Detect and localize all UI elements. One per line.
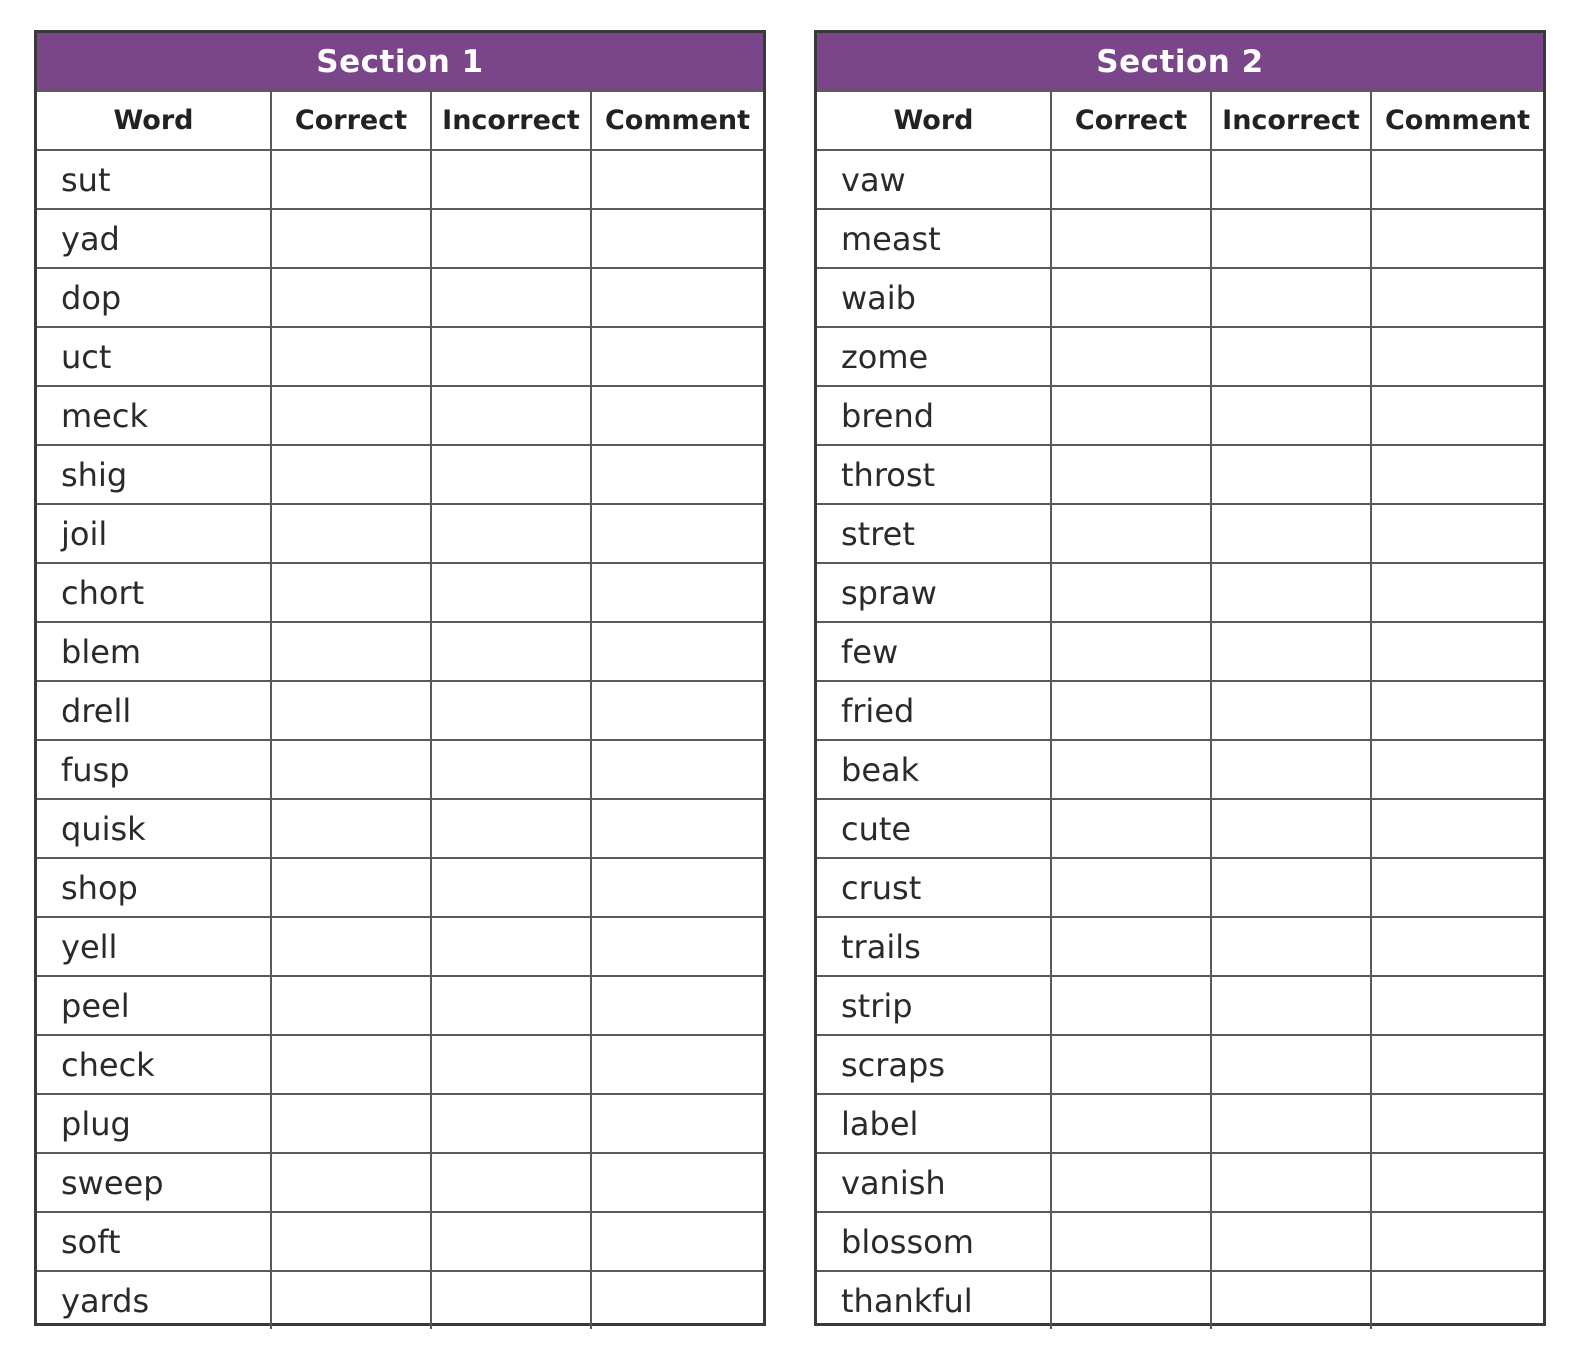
table-row	[37, 917, 763, 976]
word-cell: sweep	[37, 1153, 271, 1212]
correct-cell[interactable]	[1051, 858, 1211, 917]
comment-cell[interactable]	[591, 445, 763, 504]
correct-cell[interactable]	[1051, 1035, 1211, 1094]
table-row	[817, 740, 1543, 799]
table-row	[37, 504, 763, 563]
table-row	[817, 1035, 1543, 1094]
word-cell: meck	[37, 386, 271, 445]
incorrect-cell[interactable]	[431, 504, 591, 563]
incorrect-cell[interactable]	[431, 1035, 591, 1094]
correct-cell[interactable]	[1051, 1153, 1211, 1212]
comment-cell[interactable]	[1371, 1271, 1543, 1329]
correct-cell[interactable]	[1051, 563, 1211, 622]
correct-cell[interactable]	[271, 799, 431, 858]
table-row	[37, 268, 763, 327]
incorrect-cell[interactable]	[1211, 622, 1371, 681]
correct-cell[interactable]	[271, 445, 431, 504]
comment-cell[interactable]	[1371, 799, 1543, 858]
incorrect-cell[interactable]	[431, 1212, 591, 1271]
correct-cell[interactable]	[1051, 799, 1211, 858]
section-2-table	[817, 33, 1543, 1329]
table-row	[37, 386, 763, 445]
comment-cell[interactable]	[1371, 1153, 1543, 1212]
comment-cell[interactable]	[591, 917, 763, 976]
incorrect-cell[interactable]	[431, 681, 591, 740]
table-row	[817, 1094, 1543, 1153]
table-row	[37, 563, 763, 622]
comment-cell[interactable]	[1371, 504, 1543, 563]
correct-cell[interactable]	[1051, 1094, 1211, 1153]
column-header-correct: Correct	[1051, 91, 1211, 150]
comment-cell[interactable]	[1371, 268, 1543, 327]
comment-cell[interactable]	[1371, 563, 1543, 622]
correct-cell[interactable]	[1051, 622, 1211, 681]
incorrect-cell[interactable]	[1211, 1271, 1371, 1329]
section-2-rows	[817, 150, 1543, 1329]
word-cell: zome	[817, 327, 1051, 386]
column-header-word: Word	[817, 91, 1051, 150]
table-row	[817, 681, 1543, 740]
comment-cell[interactable]	[1371, 1035, 1543, 1094]
correct-cell[interactable]	[271, 1271, 431, 1329]
column-header-incorrect: Incorrect	[431, 91, 591, 150]
incorrect-cell[interactable]	[1211, 681, 1371, 740]
word-cell: crust	[817, 858, 1051, 917]
incorrect-cell[interactable]	[1211, 504, 1371, 563]
correct-cell[interactable]	[1051, 740, 1211, 799]
comment-cell[interactable]	[591, 858, 763, 917]
comment-cell[interactable]	[591, 681, 763, 740]
comment-cell[interactable]	[591, 563, 763, 622]
word-cell: uct	[37, 327, 271, 386]
word-cell: dop	[37, 268, 271, 327]
table-row	[817, 622, 1543, 681]
table-row	[817, 563, 1543, 622]
comment-cell[interactable]	[591, 1153, 763, 1212]
table-row	[37, 327, 763, 386]
incorrect-cell[interactable]	[431, 917, 591, 976]
table-row	[37, 622, 763, 681]
incorrect-cell[interactable]	[431, 858, 591, 917]
comment-cell[interactable]	[1371, 622, 1543, 681]
incorrect-cell[interactable]	[431, 1271, 591, 1329]
incorrect-cell[interactable]	[431, 268, 591, 327]
comment-cell[interactable]	[1371, 209, 1543, 268]
word-cell: sut	[37, 150, 271, 209]
incorrect-cell[interactable]	[431, 327, 591, 386]
word-cell: cute	[817, 799, 1051, 858]
incorrect-cell[interactable]	[1211, 150, 1371, 209]
section-1-table-wrapper	[34, 30, 766, 1326]
incorrect-cell[interactable]	[1211, 1153, 1371, 1212]
word-cell: blossom	[817, 1212, 1051, 1271]
correct-cell[interactable]	[271, 209, 431, 268]
correct-cell[interactable]	[271, 622, 431, 681]
table-row	[817, 976, 1543, 1035]
word-cell: quisk	[37, 799, 271, 858]
word-cell: blem	[37, 622, 271, 681]
comment-cell[interactable]	[1371, 858, 1543, 917]
correct-cell[interactable]	[271, 917, 431, 976]
table-row	[37, 681, 763, 740]
incorrect-cell[interactable]	[1211, 386, 1371, 445]
table-row	[817, 504, 1543, 563]
incorrect-cell[interactable]	[431, 1153, 591, 1212]
word-cell: soft	[37, 1212, 271, 1271]
correct-cell[interactable]	[271, 1212, 431, 1271]
correct-cell[interactable]	[271, 858, 431, 917]
incorrect-cell[interactable]	[1211, 1035, 1371, 1094]
table-row	[817, 150, 1543, 209]
correct-cell[interactable]	[271, 386, 431, 445]
section-2-title: Section 2	[817, 33, 1543, 91]
incorrect-cell[interactable]	[431, 209, 591, 268]
comment-cell[interactable]	[1371, 917, 1543, 976]
word-cell: yad	[37, 209, 271, 268]
correct-cell[interactable]	[1051, 504, 1211, 563]
word-cell: few	[817, 622, 1051, 681]
comment-cell[interactable]	[591, 740, 763, 799]
table-row	[817, 799, 1543, 858]
word-cell: chort	[37, 563, 271, 622]
word-cell: plug	[37, 1094, 271, 1153]
word-cell: shig	[37, 445, 271, 504]
table-row	[817, 858, 1543, 917]
comment-cell[interactable]	[591, 386, 763, 445]
word-cell: strip	[817, 976, 1051, 1035]
incorrect-cell[interactable]	[1211, 1212, 1371, 1271]
word-cell: yards	[37, 1271, 271, 1329]
correct-cell[interactable]	[1051, 1271, 1211, 1329]
comment-cell[interactable]	[591, 799, 763, 858]
incorrect-cell[interactable]	[1211, 327, 1371, 386]
correct-cell[interactable]	[271, 1094, 431, 1153]
incorrect-cell[interactable]	[1211, 268, 1371, 327]
correct-cell[interactable]	[1051, 209, 1211, 268]
comment-cell[interactable]	[591, 1271, 763, 1329]
word-cell: vanish	[817, 1153, 1051, 1212]
comment-cell[interactable]	[591, 504, 763, 563]
column-header-correct: Correct	[271, 91, 431, 150]
comment-cell[interactable]	[591, 1212, 763, 1271]
incorrect-cell[interactable]	[1211, 976, 1371, 1035]
incorrect-cell[interactable]	[1211, 740, 1371, 799]
word-cell: label	[817, 1094, 1051, 1153]
table-row	[37, 858, 763, 917]
word-cell: scraps	[817, 1035, 1051, 1094]
correct-cell[interactable]	[1051, 327, 1211, 386]
word-cell: throst	[817, 445, 1051, 504]
comment-cell[interactable]	[1371, 327, 1543, 386]
word-cell: drell	[37, 681, 271, 740]
correct-cell[interactable]	[271, 268, 431, 327]
table-row	[37, 976, 763, 1035]
incorrect-cell[interactable]	[431, 150, 591, 209]
word-cell: waib	[817, 268, 1051, 327]
incorrect-cell[interactable]	[1211, 917, 1371, 976]
word-cell: shop	[37, 858, 271, 917]
comment-cell[interactable]	[1371, 386, 1543, 445]
table-row	[37, 1035, 763, 1094]
incorrect-cell[interactable]	[1211, 445, 1371, 504]
table-row	[37, 1212, 763, 1271]
section-1-title: Section 1	[37, 33, 763, 91]
section-2-table-wrapper	[814, 30, 1546, 1326]
word-cell: vaw	[817, 150, 1051, 209]
table-row	[37, 1271, 763, 1329]
incorrect-cell[interactable]	[431, 622, 591, 681]
comment-cell[interactable]	[1371, 976, 1543, 1035]
word-cell: stret	[817, 504, 1051, 563]
correct-cell[interactable]	[1051, 386, 1211, 445]
word-cell: trails	[817, 917, 1051, 976]
incorrect-cell[interactable]	[1211, 799, 1371, 858]
column-header-comment: Comment	[1371, 91, 1543, 150]
correct-cell[interactable]	[271, 1153, 431, 1212]
correct-cell[interactable]	[1051, 917, 1211, 976]
incorrect-cell[interactable]	[431, 386, 591, 445]
table-row	[37, 1153, 763, 1212]
correct-cell[interactable]	[271, 327, 431, 386]
comment-cell[interactable]	[1371, 681, 1543, 740]
correct-cell[interactable]	[1051, 268, 1211, 327]
word-cell: fried	[817, 681, 1051, 740]
section-1-rows	[37, 150, 763, 1329]
table-row	[37, 150, 763, 209]
word-cell: thankful	[817, 1271, 1051, 1329]
incorrect-cell[interactable]	[1211, 1094, 1371, 1153]
table-row	[817, 1271, 1543, 1329]
column-header-comment: Comment	[591, 91, 763, 150]
incorrect-cell[interactable]	[1211, 858, 1371, 917]
table-row	[37, 799, 763, 858]
comment-cell[interactable]	[1371, 150, 1543, 209]
comment-cell[interactable]	[591, 976, 763, 1035]
comment-cell[interactable]	[591, 1035, 763, 1094]
table-row	[37, 445, 763, 504]
table-row	[817, 386, 1543, 445]
section-1-table	[37, 33, 763, 1329]
correct-cell[interactable]	[1051, 150, 1211, 209]
comment-cell[interactable]	[591, 268, 763, 327]
correct-cell[interactable]	[271, 681, 431, 740]
incorrect-cell[interactable]	[431, 740, 591, 799]
correct-cell[interactable]	[271, 740, 431, 799]
correct-cell[interactable]	[271, 150, 431, 209]
comment-cell[interactable]	[591, 1094, 763, 1153]
table-row	[817, 445, 1543, 504]
comment-cell[interactable]	[1371, 445, 1543, 504]
correct-cell[interactable]	[271, 976, 431, 1035]
table-row	[817, 268, 1543, 327]
incorrect-cell[interactable]	[431, 445, 591, 504]
correct-cell[interactable]	[1051, 976, 1211, 1035]
incorrect-cell[interactable]	[431, 563, 591, 622]
correct-cell[interactable]	[271, 504, 431, 563]
table-row	[817, 917, 1543, 976]
word-cell: brend	[817, 386, 1051, 445]
word-cell: check	[37, 1035, 271, 1094]
correct-cell[interactable]	[1051, 445, 1211, 504]
word-cell: joil	[37, 504, 271, 563]
incorrect-cell[interactable]	[1211, 209, 1371, 268]
incorrect-cell[interactable]	[431, 976, 591, 1035]
comment-cell[interactable]	[591, 622, 763, 681]
word-cell: meast	[817, 209, 1051, 268]
word-cell: spraw	[817, 563, 1051, 622]
correct-cell[interactable]	[271, 1035, 431, 1094]
correct-cell[interactable]	[1051, 1212, 1211, 1271]
column-header-incorrect: Incorrect	[1211, 91, 1371, 150]
table-row	[817, 1153, 1543, 1212]
column-header-word: Word	[37, 91, 271, 150]
comment-cell[interactable]	[1371, 1094, 1543, 1153]
table-row	[817, 327, 1543, 386]
incorrect-cell[interactable]	[431, 1094, 591, 1153]
incorrect-cell[interactable]	[1211, 563, 1371, 622]
table-row	[37, 1094, 763, 1153]
word-cell: fusp	[37, 740, 271, 799]
correct-cell[interactable]	[1051, 681, 1211, 740]
comment-cell[interactable]	[591, 209, 763, 268]
incorrect-cell[interactable]	[431, 799, 591, 858]
word-cell: yell	[37, 917, 271, 976]
comment-cell[interactable]	[1371, 1212, 1543, 1271]
word-cell: beak	[817, 740, 1051, 799]
word-cell: peel	[37, 976, 271, 1035]
comment-cell[interactable]	[591, 150, 763, 209]
table-row	[817, 1212, 1543, 1271]
comment-cell[interactable]	[591, 327, 763, 386]
correct-cell[interactable]	[271, 563, 431, 622]
table-row	[37, 740, 763, 799]
table-row	[817, 209, 1543, 268]
table-row	[37, 209, 763, 268]
comment-cell[interactable]	[1371, 740, 1543, 799]
